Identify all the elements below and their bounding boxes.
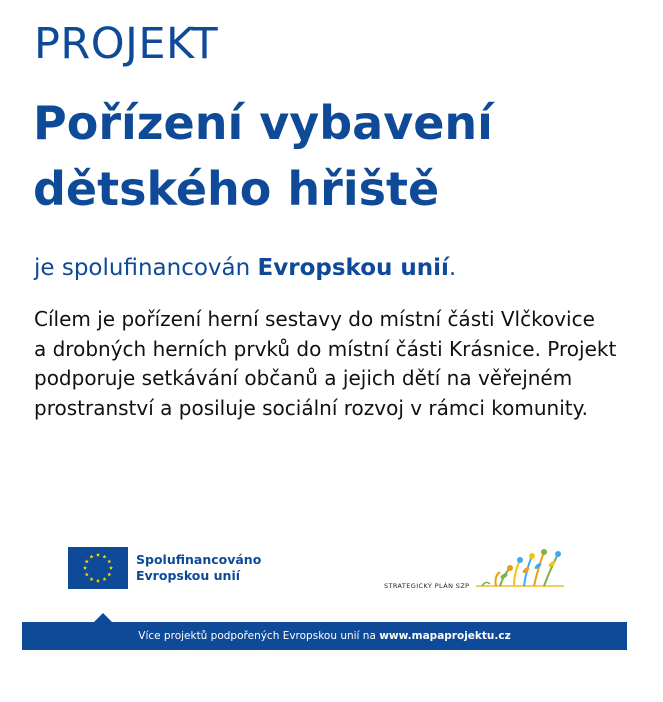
eu-star-icon <box>85 559 89 563</box>
footer-text: Více projektů podpořených Evropskou unií na <box>138 630 380 642</box>
szp-logo-text: STRATEGICKÝ PLÁN SZP <box>384 582 470 590</box>
description-line-1: Cílem je pořízení herní sestavy do místní části Vlčkovice <box>34 307 595 331</box>
project-title-line-2: dětského hřiště <box>33 162 440 216</box>
eu-logo-text <box>136 552 261 584</box>
eu-star-icon <box>107 572 111 576</box>
eu-flag-icon <box>68 547 128 589</box>
eu-logo-line-2: Evropskou unií <box>136 568 241 583</box>
cofinancing-prefix: je spolufinancován <box>34 255 258 281</box>
footer-notch <box>94 613 112 622</box>
cofinancing-suffix: . <box>448 255 457 281</box>
eu-star-icon <box>102 577 106 581</box>
cofinancing-statement <box>34 250 456 286</box>
project-label: PROJEKT <box>34 19 219 69</box>
cofinancing-eu: Evropskou unií <box>257 255 449 281</box>
eu-cofinancing-logo <box>68 547 261 589</box>
eu-star-icon <box>83 566 87 570</box>
project-description <box>34 305 616 423</box>
description-line-4: prostranství a posiluje sociální rozvoj v rámci komunity. <box>34 395 588 420</box>
footer-link[interactable]: www.mapaprojektu.cz <box>379 630 511 642</box>
eu-star-icon <box>96 579 100 583</box>
project-title-line-1: Pořízení vybavení <box>33 96 493 150</box>
eu-logo-line-1: Spolufinancováno <box>136 552 262 567</box>
footer-bar <box>22 622 627 650</box>
eu-star-icon <box>107 559 111 563</box>
eu-star-icon <box>85 572 89 576</box>
eu-star-icon <box>89 555 93 559</box>
eu-star-icon <box>102 555 106 559</box>
eu-star-icon <box>109 566 113 570</box>
eu-star-icon <box>89 577 93 581</box>
eu-star-icon <box>96 553 100 557</box>
description-line-2: a drobných herních prvků do místní části Krásnice. Projekt <box>34 336 617 361</box>
description-line-3: podporuje setkávání občanů a jejich dětí na věřejném <box>34 366 573 390</box>
szp-plants-icon <box>474 546 566 594</box>
szp-logo <box>384 546 566 594</box>
project-title <box>33 90 633 222</box>
